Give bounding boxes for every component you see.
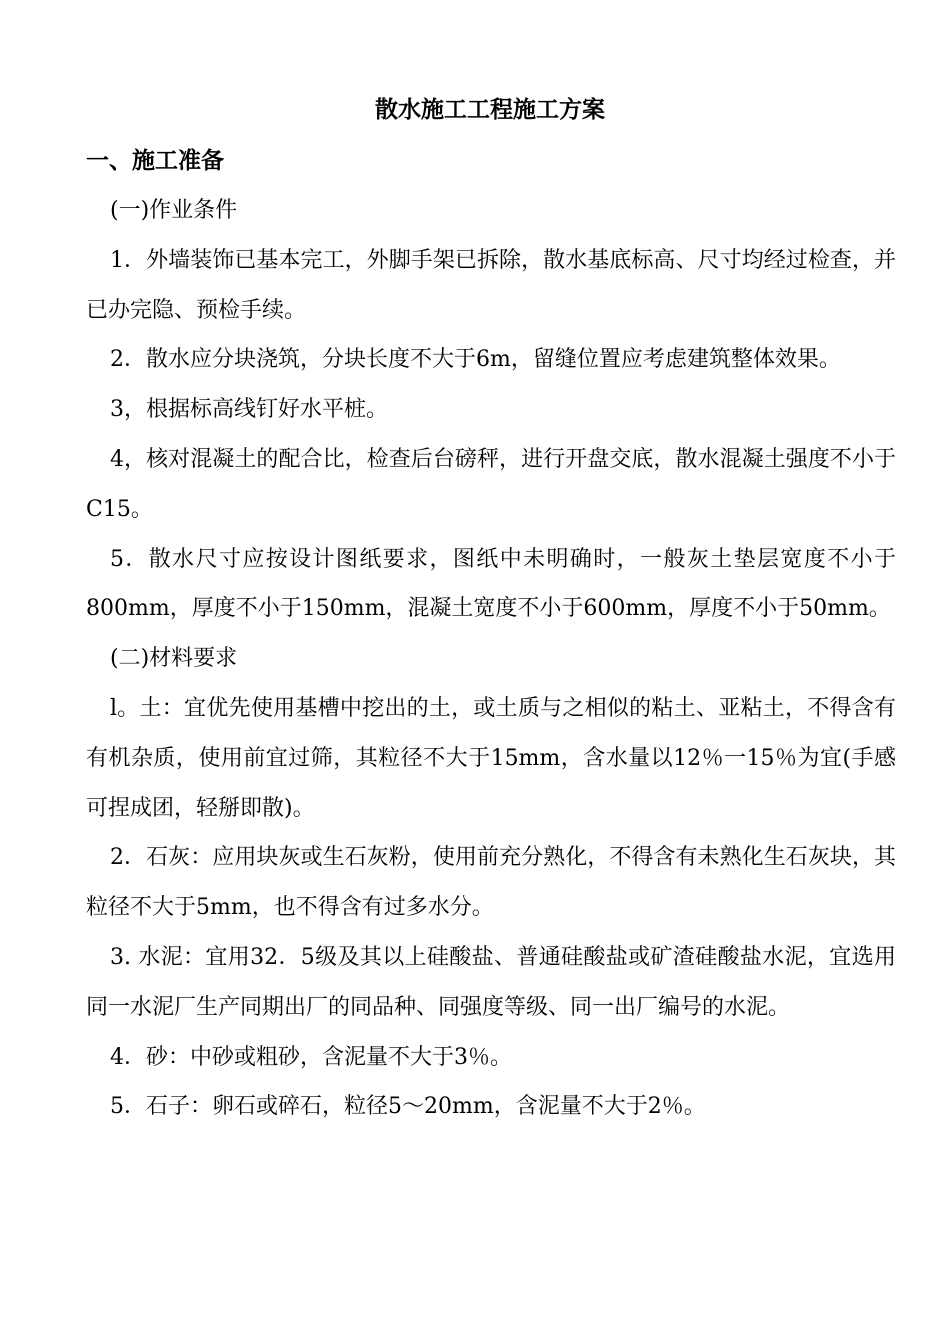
- document-title: 散水施工工程施工方案: [375, 96, 605, 123]
- subsection-heading-work-conditions: (一)作业条件: [110, 198, 238, 223]
- material-item-4: 4．砂：中砂或粗砂，含泥量不大于3％。: [110, 1044, 512, 1070]
- work-condition-item-1: 1．外墙装饰已基本完工，外脚手架已拆除，散水基底标高、尺寸均经过检查，并已办完隐、预检手续。: [86, 247, 896, 323]
- work-condition-item-3: 3，根据标高线钉好水平桩。: [110, 397, 388, 423]
- work-condition-item-5: 5．散水尺寸应按设计图纸要求，图纸中未明确时，一般灰土垫层宽度不小于800mm，厚度不小于150mm，混凝土宽度不小于600mm，厚度不小于50mm。: [86, 546, 896, 622]
- material-item-1: l。土：宜优先使用基槽中挖出的土，或土质与之相似的粘土、亚粘土，不得含有有机杂质，使用前宜过筛，其粒径不大于15mm，含水量以12％一15％为宜(手感可捏成团，轻掰即散)。: [86, 695, 896, 821]
- work-condition-item-2: 2．散水应分块浇筑，分块长度不大于6m，留缝位置应考虑建筑整体效果。: [110, 347, 841, 373]
- material-item-5: 5．石子：卵石或碎石，粒径5～20mm，含泥量不大于2％。: [110, 1094, 706, 1120]
- material-item-2: 2．石灰：应用块灰或生石灰粉，使用前充分熟化，不得含有未熟化生石灰块，其粒径不大于5mm，也不得含有过多水分。: [86, 845, 896, 921]
- material-item-3: 3. 水泥：宜用32．5级及其以上硅酸盐、普通硅酸盐或矿渣硅酸盐水泥，宜选用同一水泥厂生产同期出厂的同品种、同强度等级、同一出厂编号的水泥。: [86, 944, 896, 1020]
- subsection-heading-material-requirements: (二)材料要求: [110, 646, 238, 672]
- document-body: [86, 186, 896, 1132]
- work-condition-item-4: 4，核对混凝土的配合比，检查后台磅秤，进行开盘交底，散水混凝土强度不小于C15。: [86, 446, 896, 522]
- section-heading-preparation: 一、施工准备: [86, 147, 224, 174]
